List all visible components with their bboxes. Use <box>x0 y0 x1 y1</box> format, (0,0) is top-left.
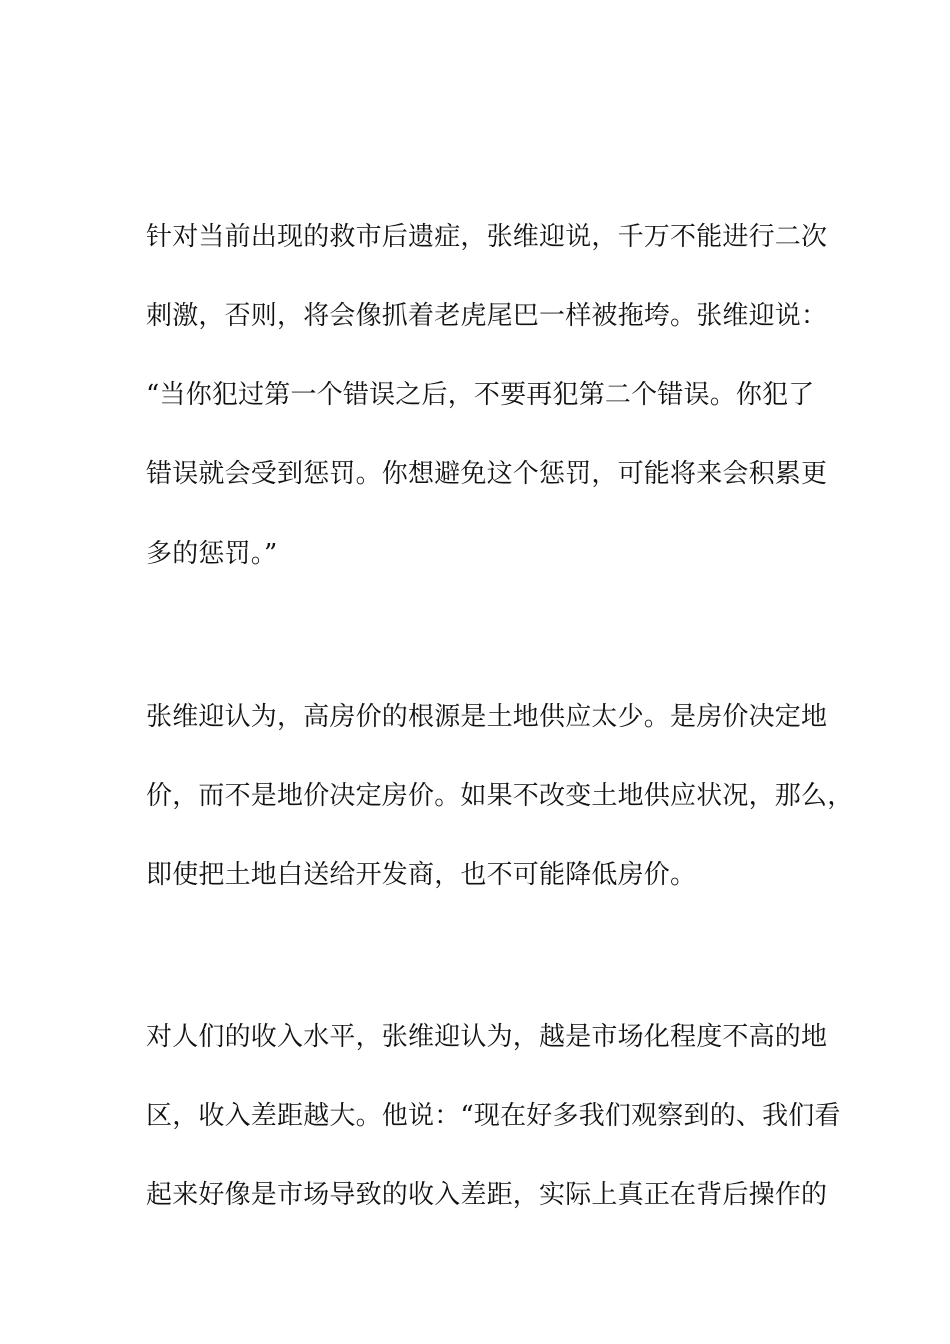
text-line: 价，而不是地价决定房价。如果不改变土地供应状况，那么， <box>146 781 854 811</box>
text-line: 张维迎认为，高房价的根源是土地供应太少。是房价决定地 <box>146 702 828 732</box>
text-line: 针对当前出现的救市后遗症，张维迎说，千万不能进行二次 <box>146 222 828 252</box>
text-line: 对人们的收入水平，张维迎认为，越是市场化程度不高的地 <box>146 1022 828 1052</box>
text-line: 错误就会受到惩罚。你想避免这个惩罚，可能将来会积累更 <box>146 459 828 489</box>
text-line: 刺激，否则，将会像抓着老虎尾巴一样被拖垮。张维迎说： <box>146 301 828 331</box>
text-line: 起来好像是市场导致的收入差距，实际上真正在背后操作的 <box>146 1180 828 1210</box>
text-line: 区，收入差距越大。他说：“现在好多我们观察到的、我们看 <box>146 1101 841 1131</box>
text-line: 即使把土地白送给开发商，也不可能降低房价。 <box>146 860 697 890</box>
text-line: 多的惩罚。” <box>146 539 278 569</box>
text-line: “当你犯过第一个错误之后，不要再犯第二个错误。你犯了 <box>146 380 815 410</box>
